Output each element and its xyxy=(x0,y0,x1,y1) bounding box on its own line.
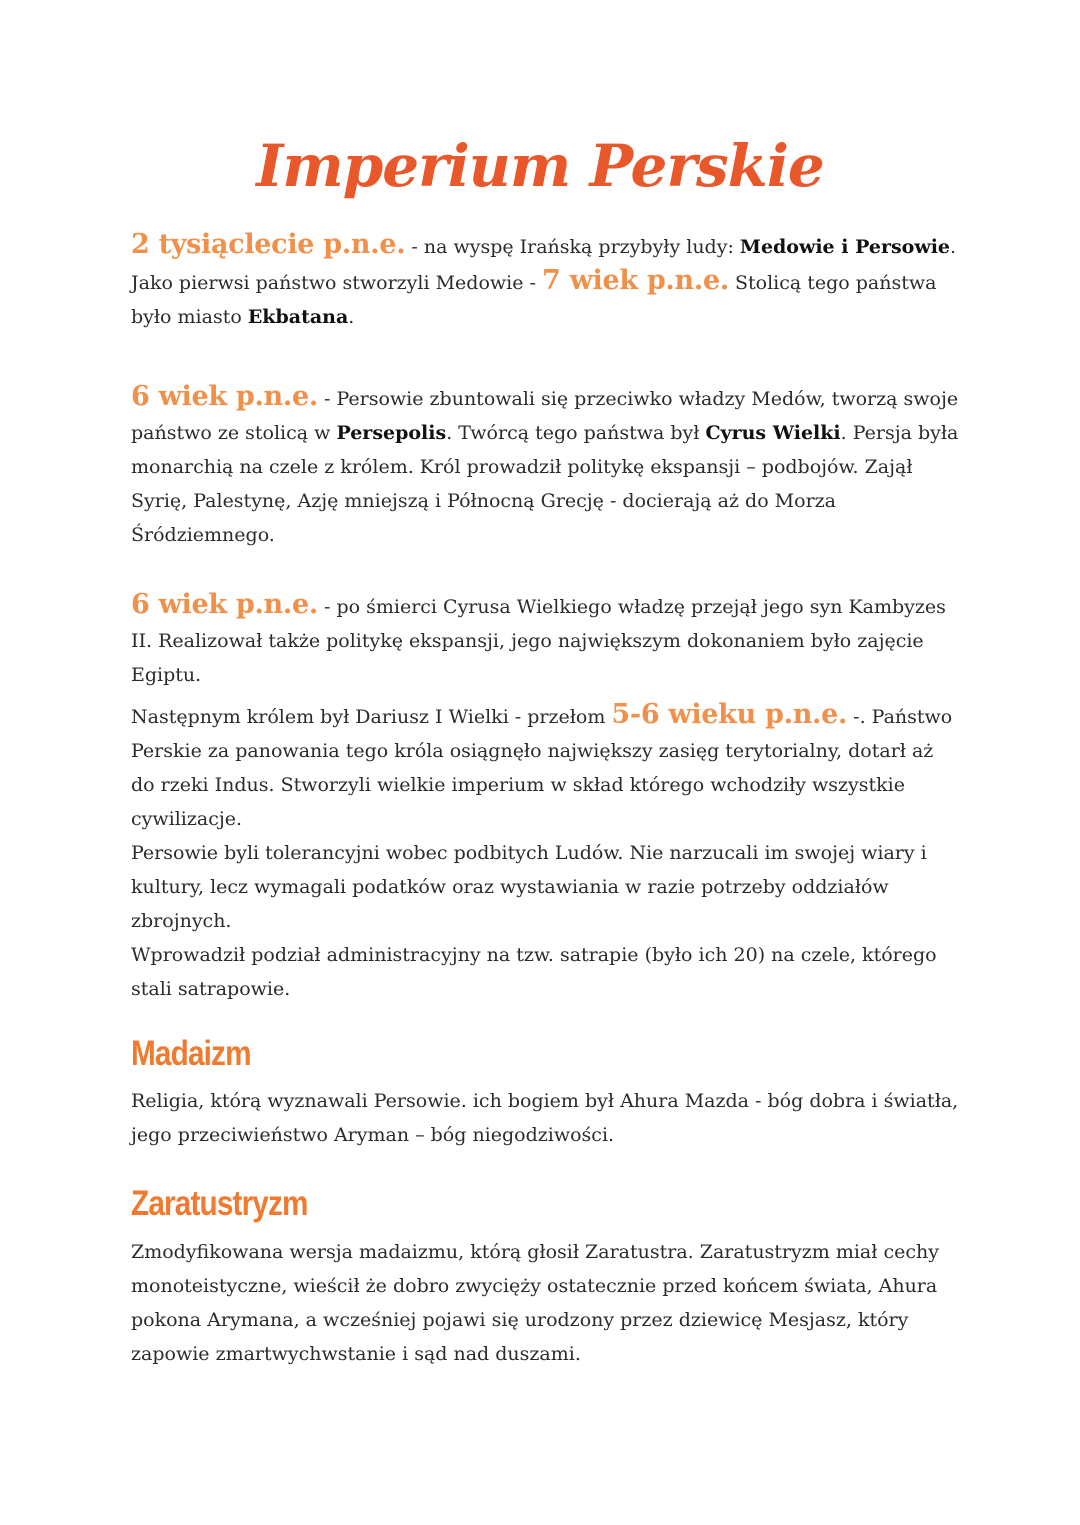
text-run: . xyxy=(348,306,355,328)
text-run: Stolicą tego państwa było miasto xyxy=(131,272,937,328)
text-run: - po śmierci Cyrusa Wielkiego władzę przejął jego syn Kambyzes II. Realizował także politykę ekspansji, jego największym dokonaniem było zajęcie Egiptu. xyxy=(131,596,946,686)
text-run: . Jako pierwsi państwo stworzyli Medowie - xyxy=(131,236,957,294)
heading-zaratustryzm: Zaratustryzm xyxy=(131,1184,308,1223)
page-title: Imperium Perskie xyxy=(256,132,824,200)
date-label: 6 wiek p.n.e. xyxy=(131,589,318,620)
date-label: 5-6 wieku p.n.e. xyxy=(611,699,848,730)
bold-text: Persepolis xyxy=(336,422,447,444)
heading-madaizm: Madaizm xyxy=(131,1034,251,1073)
paragraph-zaratustryzm: Zmodyfikowana wersja madaizmu, którą głosił Zaratustra. Zaratustryzm miał cechy monoteistyczne, wieścił że dobro zwycięży ostatecznie przed końcem świata, Ahura pokona Arymana, a wcześniej pojawi się urodzony przez dziewicę Mesjasz, który zapowie zmartwychwstanie i sąd nad duszami. xyxy=(131,1241,939,1365)
text-run: - na wyspę Irańską przybyły ludy: xyxy=(405,236,740,258)
paragraph-madaizm: Religia, którą wyznawali Persowie. ich bogiem był Ahura Mazda - bóg dobra i światła, jego przeciwieństwo Aryman – bóg niegodziwości. xyxy=(131,1090,959,1146)
date-label: 2 tysiąclecie p.n.e. xyxy=(131,229,406,260)
date-label: 6 wiek p.n.e. xyxy=(131,381,318,412)
text-run: Następnym królem był Dariusz I Wielki - przełom xyxy=(131,706,612,728)
paragraph-satrapies: Wprowadził podział administracyjny na tzw. satrapie (było ich 20) na czele, którego stali satrapowie. xyxy=(131,944,937,1000)
paragraph-tolerance: Persowie byli tolerancyjni wobec podbitych Ludów. Nie narzucali im swojej wiary i kultury, lecz wymagali podatków oraz wystawiania w razie potrzeby oddziałów zbrojnych. xyxy=(131,842,927,932)
text-run: -. Państwo Perskie za panowania tego króla osiągnęło największy zasięg terytorialny, dotarł aż do rzeki Indus. Stworzyli wielkie imperium w skład którego wchodziły wszystkie cywilizacje. xyxy=(131,706,953,830)
section-persians xyxy=(131,380,961,552)
section-zaratustryzm xyxy=(131,1235,961,1371)
text-run: . Persja była monarchią na czele z królem. Król prowadził politykę ekspansji – podbojów. Zajął Syrię, Palestynę, Azję mniejszą i Północną Grecję - docierają aż do Morza Śródziemnego. xyxy=(131,422,959,546)
paragraph-dariusz xyxy=(131,698,961,836)
section-kambyzes xyxy=(131,588,961,1006)
paragraph-kambyzes xyxy=(131,588,961,692)
section-medes xyxy=(131,228,961,334)
bold-text: Ekbatana xyxy=(247,306,349,328)
paragraph-medes xyxy=(131,228,961,334)
bold-text: Cyrus Wielki xyxy=(705,422,841,444)
bold-text: Medowie i Persowie xyxy=(739,236,951,258)
date-label: 7 wiek p.n.e. xyxy=(541,265,729,296)
text-run: . Twórcą tego państwa był xyxy=(446,422,706,444)
paragraph-persians xyxy=(131,380,961,552)
text-run: - Persowie zbuntowali się przeciwko władzy Medów, tworzą swoje państwo ze stolicą w xyxy=(131,388,959,444)
section-madaizm xyxy=(131,1084,961,1152)
